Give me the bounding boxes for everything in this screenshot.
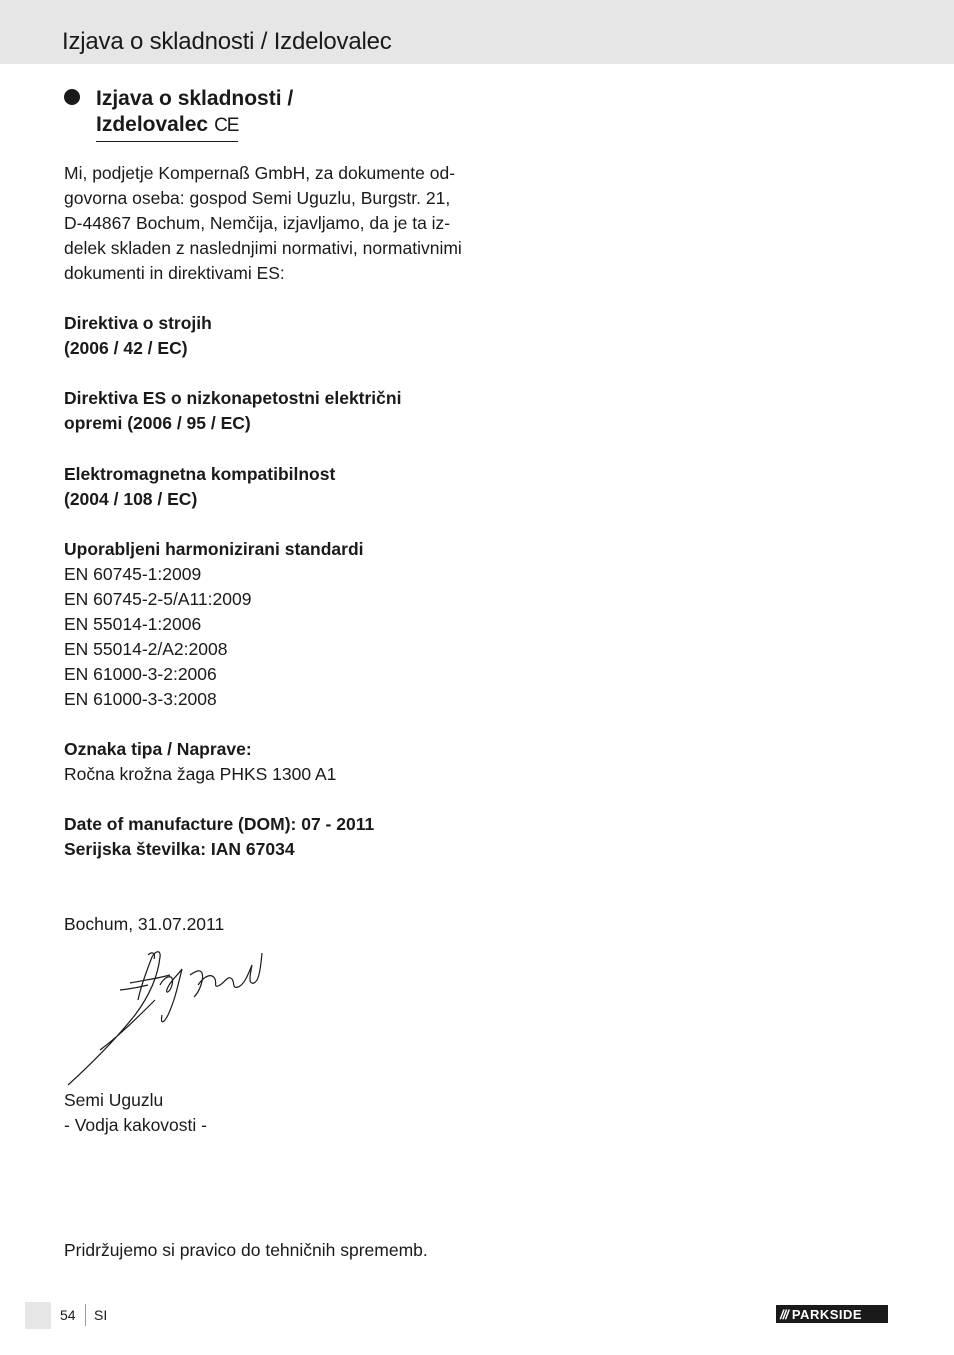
serial-number: Serijska številka: IAN 67034	[64, 839, 295, 859]
standard-item: EN 60745-2-5/A11:2009	[64, 589, 252, 609]
logo-stripes-icon: ///	[780, 1306, 788, 1322]
manufacture-info	[64, 812, 474, 862]
ce-mark-icon: CE	[214, 115, 239, 136]
parkside-logo	[776, 1305, 888, 1323]
intro-line: Mi, podjetje Kompernaß GmbH, za dokumente od-	[64, 163, 456, 183]
bullet-icon	[64, 89, 80, 105]
standard-item: EN 61000-3-2:2006	[64, 664, 217, 684]
place-date: Bochum, 31.07.2011	[64, 914, 225, 934]
standards-list	[64, 537, 474, 712]
type-designation	[64, 737, 474, 787]
heading-line-2-text: Izdelovalec	[96, 113, 209, 136]
directive-emc: Elektromagnetna kompatibilnost (2004 / 108 / EC)	[64, 464, 336, 509]
page-number: 54	[60, 1307, 76, 1323]
signer-role: - Vodja kakovosti -	[64, 1115, 207, 1135]
directive-low-voltage: Direktiva ES o nizkonapetostni električni opremi (2006 / 95 / EC)	[64, 388, 402, 433]
standard-item: EN 55014-1:2006	[64, 614, 202, 634]
standard-item: EN 60745-1:2009	[64, 564, 202, 584]
footer-box	[25, 1302, 51, 1329]
page-title: Izjava o skladnosti / Izdelovalec	[62, 28, 392, 55]
intro-line: D-44867 Bochum, Nemčija, izjavljamo, da je ta iz-	[64, 213, 451, 233]
standard-item: EN 55014-2/A2:2008	[64, 639, 228, 659]
heading-line-1: Izjava o skladnosti /	[96, 87, 294, 110]
directive-machinery: Direktiva o strojih (2006 / 42 / EC)	[64, 313, 212, 358]
intro-paragraph	[64, 161, 474, 286]
logo-text: PARKSIDE	[791, 1306, 863, 1322]
language-code: SI	[94, 1307, 108, 1323]
footer-divider	[85, 1304, 86, 1326]
standards-heading: Uporabljeni harmonizirani standardi	[64, 539, 364, 559]
intro-line: dokumenti in direktivami ES:	[64, 263, 285, 283]
disclaimer: Pridržujemo si pravico do tehničnih sprememb.	[64, 1240, 428, 1260]
date-of-manufacture: Date of manufacture (DOM): 07 - 2011	[64, 814, 375, 834]
intro-line: govorna oseba: gospod Semi Uguzlu, Burgstr. 21,	[64, 188, 451, 208]
signer-block	[64, 1088, 474, 1138]
heading-line-2	[96, 112, 238, 142]
signature-icon	[60, 945, 270, 1090]
type-value: Ročna krožna žaga PHKS 1300 A1	[64, 764, 337, 784]
signer-name: Semi Uguzlu	[64, 1090, 164, 1110]
standard-item: EN 61000-3-3:2008	[64, 689, 217, 709]
intro-line: delek skladen z naslednjimi normativi, normativnimi	[64, 238, 462, 258]
type-heading: Oznaka tipa / Naprave:	[64, 739, 252, 759]
